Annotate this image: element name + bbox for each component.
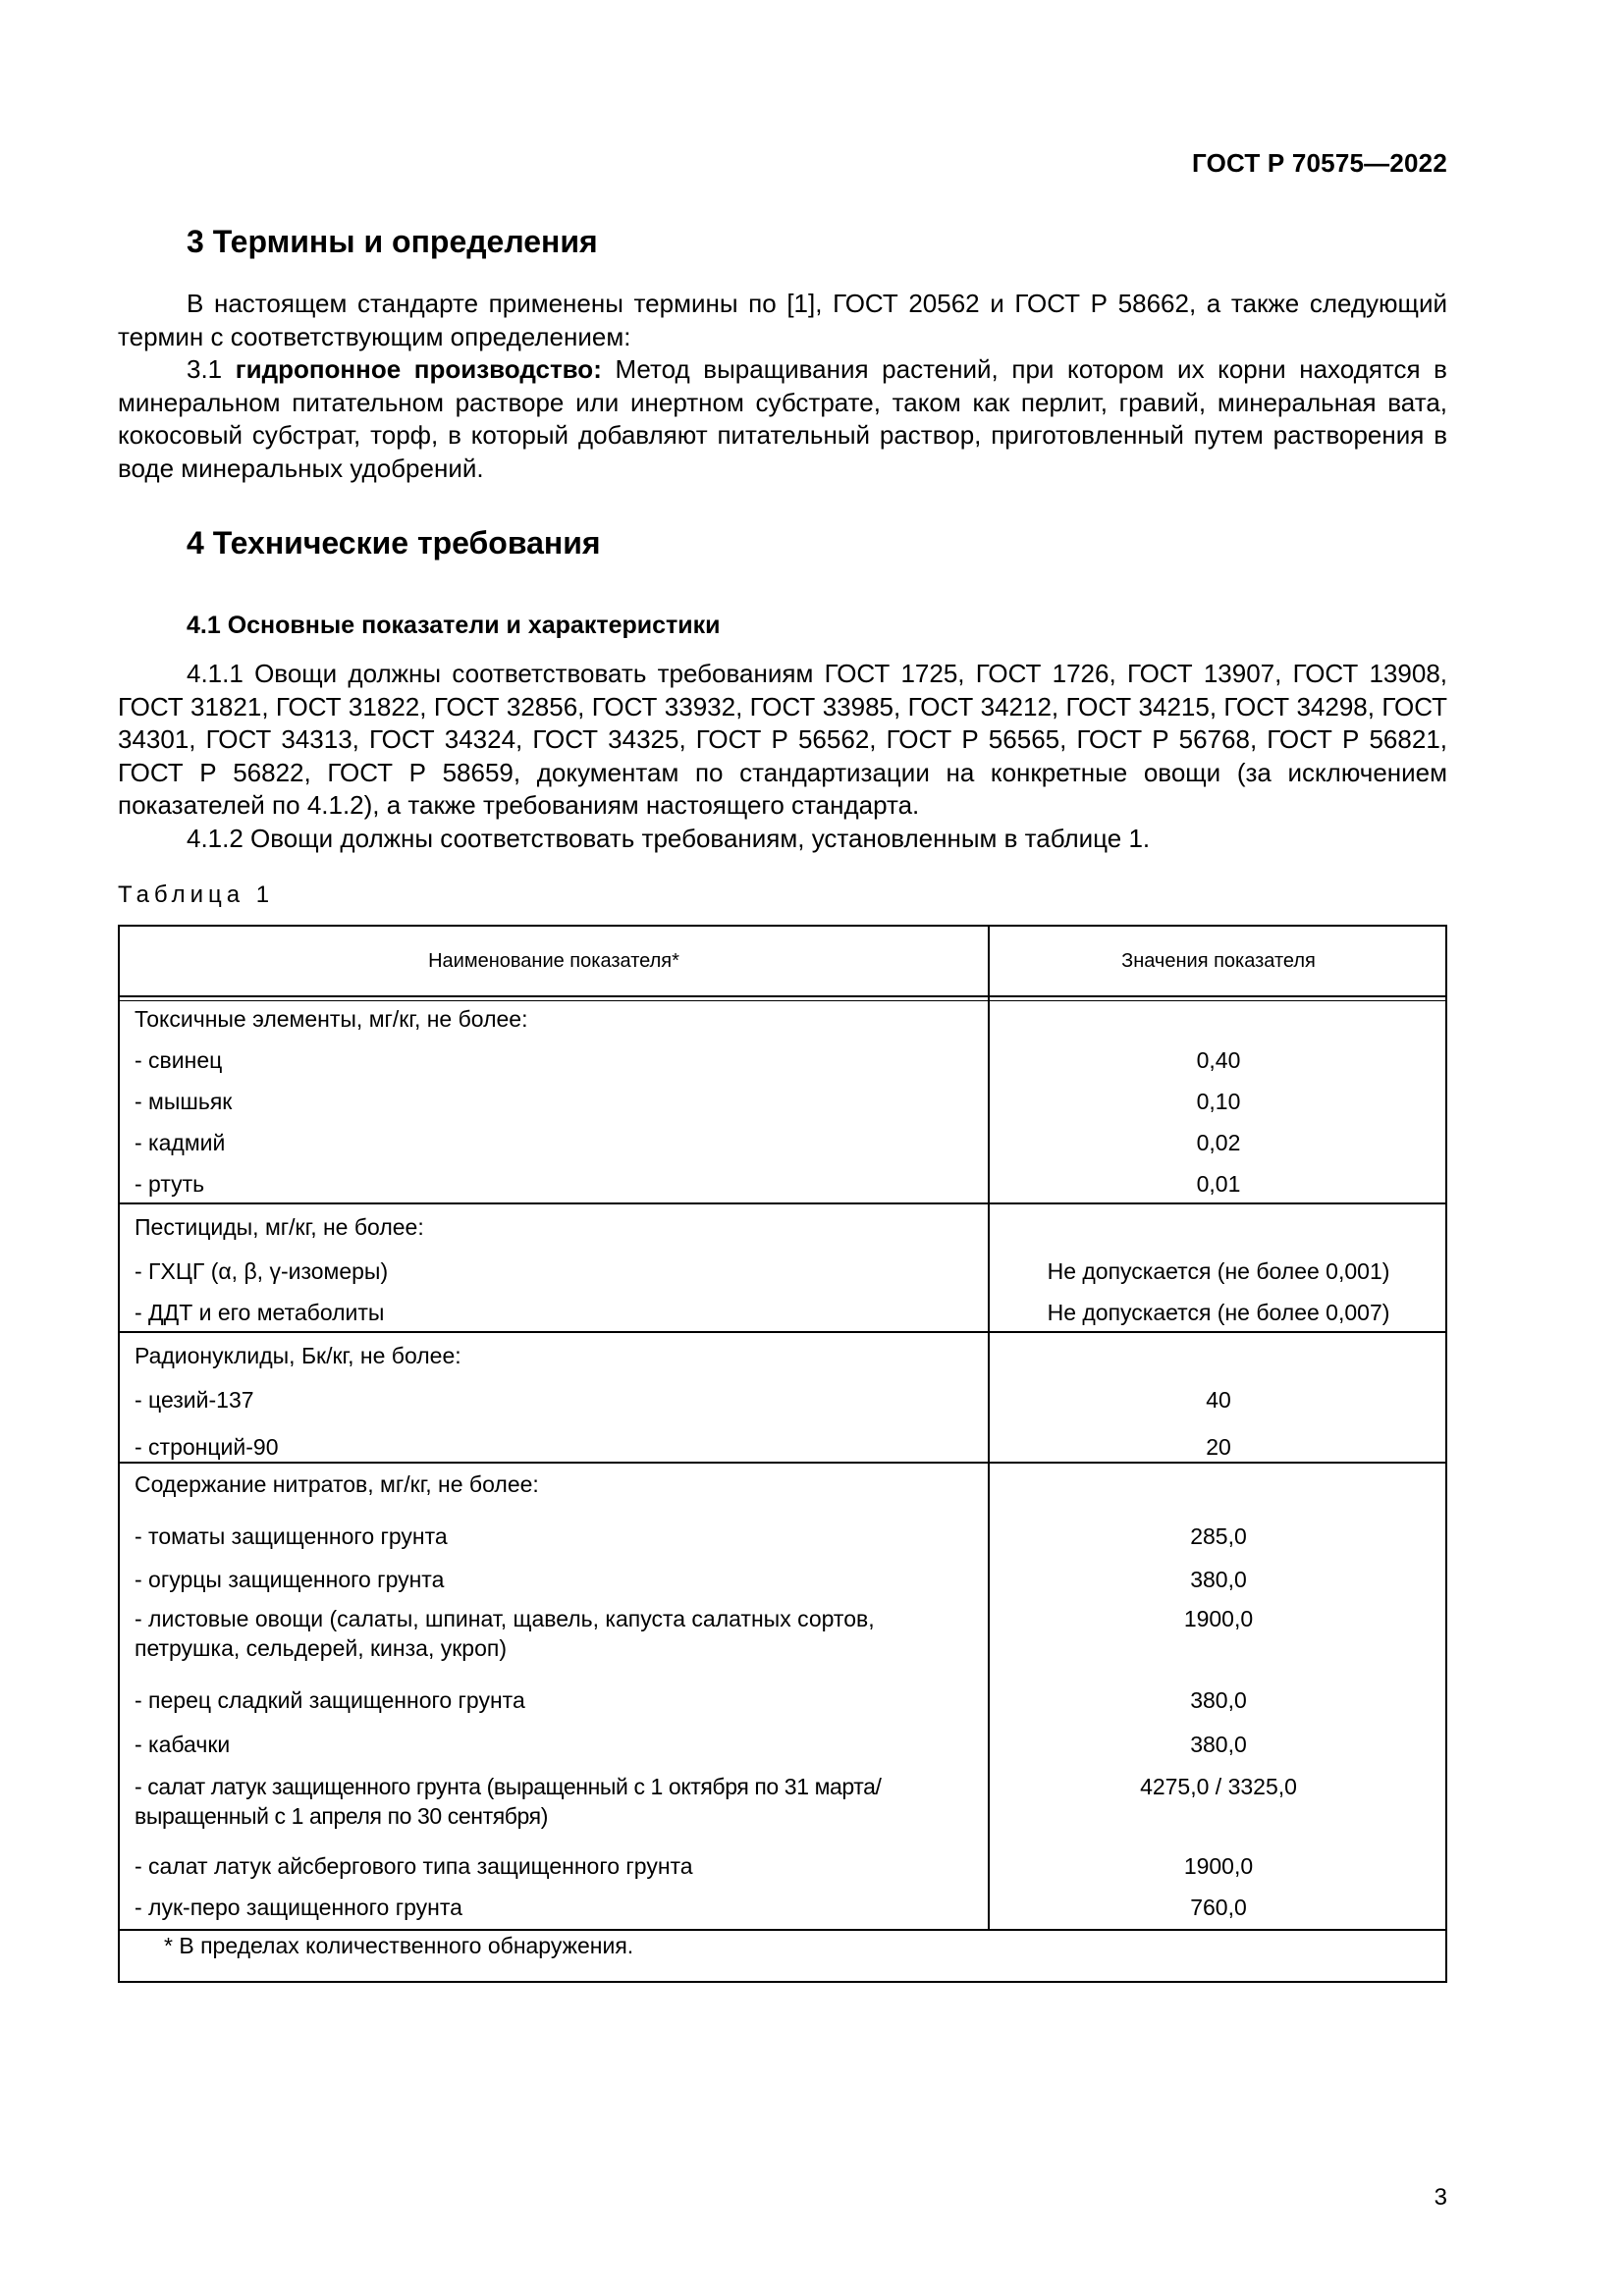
table-row-value: 285,0: [1190, 1523, 1247, 1549]
group-divider: [120, 1462, 1445, 1464]
group-title: Радионуклиды, Бк/кг, не более:: [135, 1343, 461, 1368]
table-row-name: - листовые овощи (салаты, шпинат, щавель, капуста салатных сортов, петрушка, сельдерей, кинза, укроп): [135, 1606, 875, 1661]
table-row-name: - огурцы защищенного грунта: [135, 1567, 445, 1592]
table-row-name: - цезий-137: [135, 1387, 254, 1413]
table-row-value: 40: [1206, 1387, 1231, 1413]
table-row-value: 380,0: [1190, 1732, 1247, 1757]
table-row-name: - свинец: [135, 1047, 223, 1073]
table-row-value: 380,0: [1190, 1687, 1247, 1713]
group-title: Содержание нитратов, мг/кг, не более:: [135, 1471, 539, 1497]
definition-text: Метод выращивания растений, при котором их корни находятся в минеральном питательном растворе или инертном субстрате, таком как перлит, гравий, минеральная вата, кокосовый субстрат, торф, в который добавляют питательный раствор, приготовленный путем растворения в воде минеральных удобрений.: [118, 354, 1447, 483]
table-row-value: 0,01: [1196, 1171, 1241, 1197]
table-row-name: - салат латук защищенного грунта (выращенный с 1 октября по 31 марта/ выращенный с 1 апреля по 30 сентября): [135, 1774, 882, 1829]
table-footnote: * В пределах количественного обнаружения.: [164, 1933, 634, 1958]
table-row-name: - кадмий: [135, 1130, 226, 1155]
group-title: Пестициды, мг/кг, не более:: [135, 1214, 424, 1240]
table-row-value: 1900,0: [1183, 1606, 1254, 1631]
table-row-value: 0,40: [1196, 1047, 1241, 1073]
definition-3-1: [118, 353, 1447, 485]
table-row-value: 380,0: [1190, 1567, 1247, 1592]
table-row-name: - стронций-90: [135, 1434, 279, 1460]
table-row-value: 0,10: [1196, 1089, 1241, 1114]
table-row-name: - ДДТ и его метаболиты: [135, 1300, 385, 1325]
column-header-name: Наименование показателя*: [428, 949, 679, 972]
table-1: [118, 925, 1447, 1983]
definition-number: 3.1: [187, 354, 236, 384]
page-number: 3: [1434, 2184, 1447, 2211]
table-row-value: 760,0: [1190, 1895, 1247, 1920]
group-title: Токсичные элементы, мг/кг, не более:: [135, 1006, 528, 1032]
table-row-name: - ГХЦГ (α, β, γ-изомеры): [135, 1258, 389, 1284]
table-label: Таблица 1: [118, 881, 275, 908]
section-3-title: 3 Термины и определения: [187, 224, 598, 259]
section-4-title: 4 Технические требования: [187, 525, 601, 561]
table-row-value: 4275,0 / 3325,0: [1140, 1774, 1297, 1799]
group-divider: [120, 1331, 1445, 1333]
paragraph-4-1-1: 4.1.1 Овощи должны соответствовать требованиям ГОСТ 1725, ГОСТ 1726, ГОСТ 13907, ГОСТ 13908, ГОСТ 31821, ГОСТ 31822, ГОСТ 32856, ГОСТ 33932, ГОСТ 33985, ГОСТ 34212, ГОСТ 34215, ГОСТ 34298, ГОСТ 34301, ГОСТ 34313, ГОСТ 34324, ГОСТ 34325, ГОСТ Р 56562, ГОСТ Р 56565, ГОСТ Р 56768, ГОСТ Р 56821, ГОСТ Р 56822, ГОСТ Р 58659, документам по стандартизации на конкретные овощи (за исключением показателей по 4.1.2), а также требованиям настоящего стандарта.: [118, 659, 1447, 820]
table-row-name: - лук-перо защищенного грунта: [135, 1895, 462, 1920]
header-divider-double: [120, 1000, 1445, 1001]
table-row-name: - салат латук айсбергового типа защищенного грунта: [135, 1853, 693, 1879]
paragraph-4-1-2: 4.1.2 Овощи должны соответствовать требованиям, установленным в таблице 1.: [187, 824, 1151, 853]
table-row-name: - томаты защищенного грунта: [135, 1523, 448, 1549]
section-3-intro: В настоящем стандарте применены термины по [1], ГОСТ 20562 и ГОСТ Р 58662, а также следующий термин с соответствующим определением:: [118, 289, 1447, 351]
table-row-name: - ртуть: [135, 1171, 205, 1197]
table-row-value: Не допускается (не более 0,001): [1047, 1258, 1390, 1284]
table-row-name: - кабачки: [135, 1732, 231, 1757]
table-row-value: Не допускается (не более 0,007): [1047, 1300, 1390, 1325]
table-row-name: - мышьяк: [135, 1089, 233, 1114]
table-row-value: 0,02: [1196, 1130, 1241, 1155]
column-header-value: Значения показателя: [1121, 949, 1316, 972]
subsection-4-1-title: 4.1 Основные показатели и характеристики: [187, 612, 721, 639]
definition-term: гидропонное производство:: [235, 354, 602, 384]
table-row-value: 20: [1206, 1434, 1231, 1460]
table-row-value: 1900,0: [1183, 1853, 1254, 1879]
document-code: ГОСТ Р 70575—2022: [1192, 148, 1447, 178]
header-divider: [120, 995, 1445, 997]
table-row-name: - перец сладкий защищенного грунта: [135, 1687, 525, 1713]
group-divider: [120, 1202, 1445, 1204]
